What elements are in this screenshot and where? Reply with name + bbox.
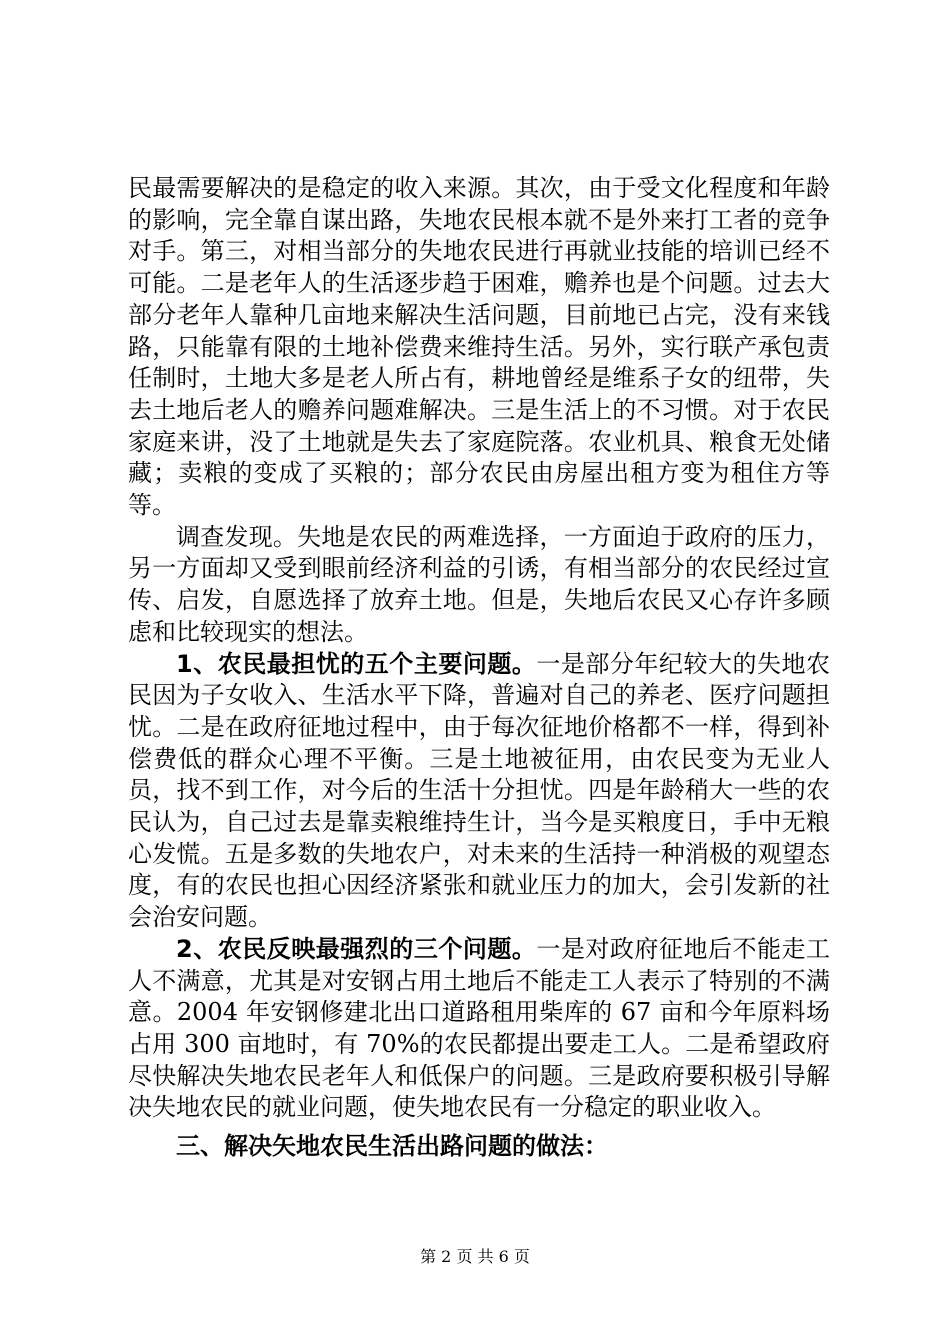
section-heading: 三、解决矢地农民生活出路问题的做法：	[176, 1132, 608, 1161]
paragraph-continuation	[128, 173, 830, 522]
paragraph-lead: 1、农民最担忧的五个主要问题。	[176, 649, 537, 678]
paragraph-text: 调查发现。失地是农民的两难选择，一方面迫于政府的压力，另一方面却又受到眼前经济利益的引诱，有相当部分的农民经过宣传、启发，自愿选择了放弃土地。但是，失地后农民又心存许多顾虑和比较现实的想法。	[128, 522, 830, 646]
paragraph-text: 一是部分年纪较大的失地农民因为子女收入、生活水平下降，普遍对自己的养老、医疗问题担忧。二是在政府征地过程中，由于每次征地价格都不一样，得到补偿费低的群众心理不平衡。三是土地被征用，由农民变为无业人员，找不到工作，对今后的生活十分担忧。四是年龄稍大一些的农民认为，自己过去是靠卖粮维持生计，当今是买粮度日，手中无粮心发慌。五是多数的失地农户，对未来的生活持一种消极的观望态度，有的农民也担心因经济紧张和就业压力的加大，会引发新的社会治安问题。	[128, 649, 830, 932]
paragraph-five-concerns	[128, 649, 830, 934]
paragraph-text: 一是对政府征地后不能走工人不满意，尤其是对安钢占用土地后不能走工人表示了特别的不满意。2004 年安钢修建北出口道路租用柴库的 67 亩和今年原料场占用 300 亩地时，有 70%的农民都提出要走工人。二是希望政府尽快解决失地农民老年人和低保户的问题。三是政府要积极引导解决失地农民的就业问题，使失地农民有一分稳定的职业收入。	[128, 934, 830, 1122]
paragraph-three-issues	[128, 934, 830, 1124]
paragraph-text: 民最需要解决的是稳定的收入来源。其次，由于受文化程度和年龄的影响，完全靠自谋出路，失地农民根本就不是外来打工者的竞争对手。第三，对相当部分的失地农民进行再就业技能的培训已经不可能。二是老年人的生活逐步趋于困难，赡养也是个问题。过去大部分老年人靠种几亩地来解决生活问题，目前地已占完，没有来钱路，只能靠有限的土地补偿费来维持生活。另外，实行联产承包责任制时，土地大多是老人所占有，耕地曾经是维系子女的纽带，失去土地后老人的赡养问题难解决。三是生活上的不习惯。对于农民家庭来讲，没了土地就是失去了家庭院落。农业机具、粮食无处储藏；卖粮的变成了买粮的；部分农民由房屋出租方变为租住方等等。	[128, 174, 830, 520]
document-body	[128, 173, 830, 1162]
page-footer: 第 2 页 共 6 页	[420, 1247, 530, 1266]
paragraph-lead: 2、农民反映最强烈的三个问题。	[176, 934, 537, 963]
paragraph-survey-findings	[128, 522, 830, 649]
